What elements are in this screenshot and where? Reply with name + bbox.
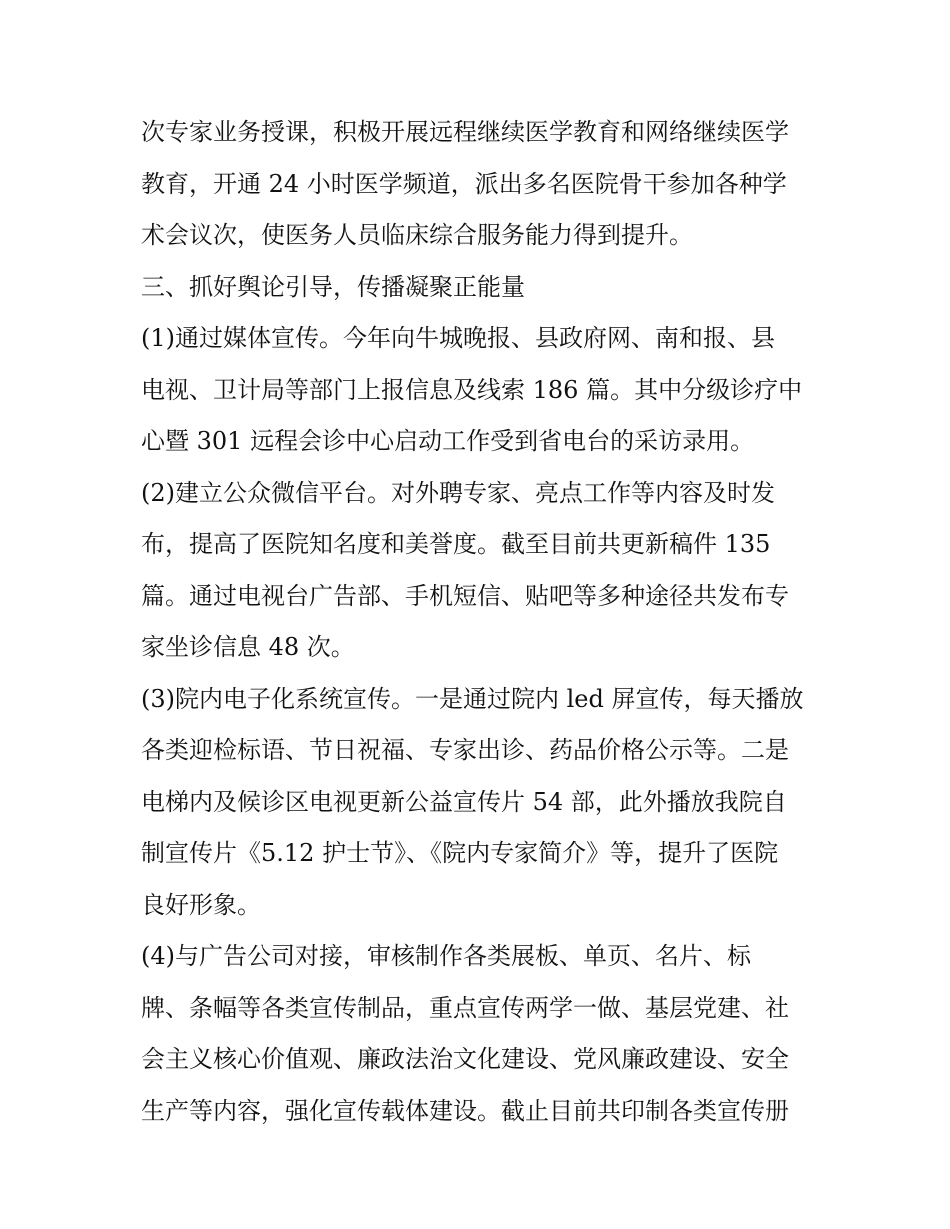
text-line-10: 篇。通过电视台广告部、手机短信、贴吧等多种途径共发布专 [141,581,789,610]
text-line-6: 电视、卫计局等部门上报信息及线索 186 篇。其中分级诊疗中 [141,375,803,404]
text-line-14: 电梯内及候诊区电视更新公益宣传片 54 部，此外播放我院自 [141,787,787,816]
text-line-18: 牌、条幅等各类宣传制品，重点宣传两学一做、基层党建、社 [141,993,789,1022]
text-line-3: 术会议次，使医务人员临床综合服务能力得到提升。 [141,221,693,249]
text-line-15: 制宣传片《5.12 护士节》、《院内专家简介》等，提升了医院 [141,839,779,867]
section-heading: 三、抓好舆论引导，传播凝聚正能量 [141,272,525,301]
text-line-8: (2)建立公众微信平台。对外聘专家、亮点工作等内容及时发 [141,478,775,507]
text-line-11: 家坐诊信息 48 次。 [141,633,355,661]
text-line-19: 会主义核心价值观、廉政法治文化建设、党风廉政建设、安全 [141,1045,789,1073]
body-text [141,107,821,1137]
text-line-20: 生产等内容，强化宣传载体建设。截止目前共印制各类宣传册 [141,1096,789,1125]
text-line-17: (4)与广告公司对接，审核制作各类展板、单页、名片、标 [141,942,751,970]
text-line-5: (1)通过媒体宣传。今年向牛城晚报、县政府网、南和报、县 [141,324,775,352]
text-line-7: 心暨 301 远程会诊中心启动工作受到省电台的采访录用。 [141,427,755,455]
text-line-2: 教育，开通 24 小时医学频道，派出多名医院骨干参加各种学 [141,169,787,198]
text-line-13: 各类迎检标语、节日祝福、专家出诊、药品价格公示等。二是 [141,736,789,764]
text-line-12: (3)院内电子化系统宣传。一是通过院内 led 屏宣传，每天播放 [141,684,804,713]
text-line-9: 布，提高了医院知名度和美誉度。截至目前共更新稿件 135 [141,530,771,558]
text-line-1: 次专家业务授课，积极开展远程继续医学教育和网络继续医学 [141,118,789,146]
text-line-16: 良好形象。 [141,890,261,919]
